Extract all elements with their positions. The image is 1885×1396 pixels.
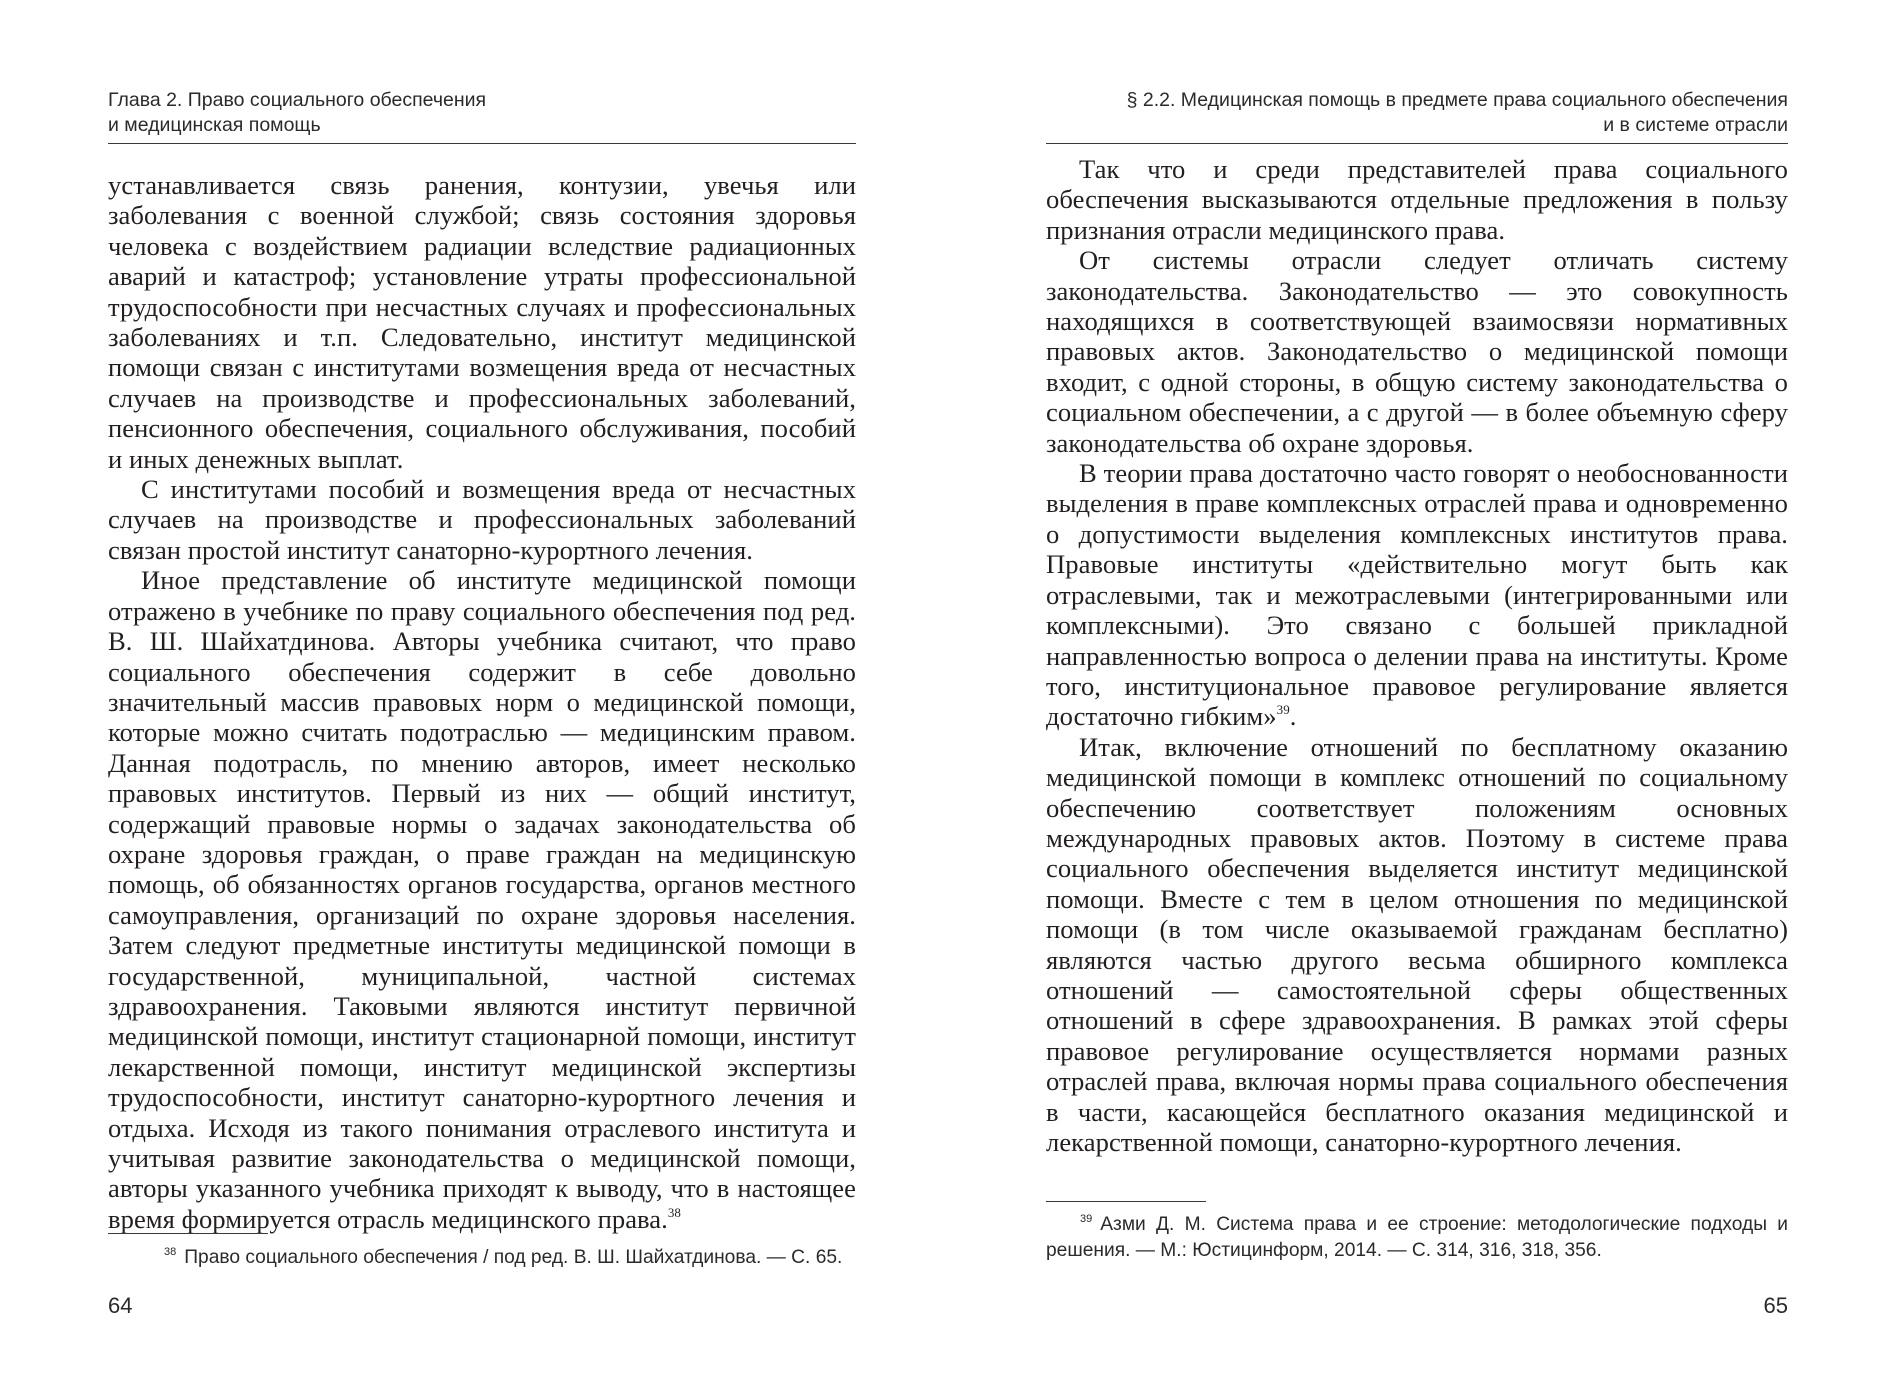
footnote: [1046, 1206, 1788, 1264]
paragraph: От системы отрасли следует отличать систему законодательства. Законодательство — это совокупность находящихся в соответствующей взаимосвязи нормативных правовых актов. Законодательство о медицинской помощи входит, с одной стороны, в общую систему законодательства о социальном обеспечении, а с другой — в более объемную сферу законодательства об охране здоровья.: [1046, 245, 1788, 458]
page-number: 64: [108, 1293, 133, 1318]
footnote-divider: [108, 1233, 268, 1234]
paragraph: [108, 565, 856, 1234]
paragraph: С институтами пособий и возмещения вреда от несчастных случаев на производстве и профессиональных заболеваний связан простой институт санаторно-курортного лечения.: [108, 474, 856, 565]
running-head-line-2: и в системе отрасли: [1603, 114, 1788, 136]
footnote-text: Азми Д. М. Система права и ее строение: методологические подходы и решения. — М.: Юстицинформ, 2014. — С. 314, 316, 318, 356.: [1046, 1214, 1788, 1261]
paragraph: Итак, включение отношений по бесплатному оказанию медицинской помощи в комплекс отношений по социальному обеспечению соответствует положениям основных международных правовых актов. Поэтому в системе права социального обеспечения выделяется институт медицинской помощи. Вместе с тем в целом отношения по медицинской помощи (в том числе оказываемой гражданам бесплатно) являются частью другого весьма обширного комплекса отношений — самостоятельной сферы общественных отношений в сфере здравоохранения. В рамках этой сферы правовое регулирование осуществляется нормами разных отраслей права, включая нормы права социального обеспечения в части, касающейся бесплатного оказания медицинской и лекарственной помощи, санаторно-курортного лечения.: [1046, 731, 1788, 1157]
paragraph: устанавливается связь ранения, контузии, увечья или заболевания с военной службой; связь состояния здоровья человека с воздействием радиации вследствие радиационных аварий и катастроф; установление утраты профессиональной трудоспособности при несчастных случаях и профессиональных заболеваниях и т.п. Следовательно, институт медицинской помощи связан с институтами возмещения вреда от несчастных случаев на производстве и профессиональных заболеваний, пенсионного обеспечения, социального обслуживания, пособий и иных денежных выплат.: [108, 170, 856, 474]
footnote: [108, 1239, 856, 1271]
running-head-line-2: и медицинская помощь: [108, 114, 321, 136]
running-head-line-1: § 2.2. Медицинская помощь в предмете права социального обеспечения: [1126, 89, 1788, 111]
paragraph-end-punct: .: [1289, 701, 1297, 732]
footnote-reference: 38: [667, 1204, 681, 1220]
running-head: [1046, 88, 1788, 144]
running-head-line-1: Глава 2. Право социального обеспечения: [108, 89, 487, 111]
page-number: 65: [1763, 1293, 1788, 1318]
paragraph: Так что и среди представителей права социального обеспечения высказываются отдельные предложения в пользу признания отрасли медицинского права.: [1046, 154, 1788, 245]
body-text: [108, 170, 856, 1234]
running-head: [108, 88, 856, 144]
footnote-divider: [1046, 1201, 1206, 1202]
paragraph-text: В теории права достаточно часто говорят о необоснованности выделения в праве комплексных отраслей права и одновременно о допустимости выделения комплексных институтов права. Правовые институты «действительно могут быть как отраслевыми, так и межотраслевыми (интегрированными или комплексными). Это связано с большей прикладной направленностью вопроса о делении права на институты. Кроме того, институциональное правовое регулирование является достаточно гибким»: [1046, 458, 1788, 732]
paragraph-text: Иное представление об институте медицинской помощи отражено в учебнике по праву социального обеспечения под ред. В. Ш. Шайхатдинова. Авторы учебника считают, что право социального обеспечения содержит в себе довольно значительный массив правовых норм о медицинской помощи, которые можно считать подотраслью — медицинским правом. Данная подотрасль, по мнению авторов, имеет несколько правовых институтов. Первый из них — общий институт, содержащий правовые нормы о задачах законодательства об охране здоровья граждан, о праве граждан на медицинскую помощь, об обязанностях органов государства, органов местного самоуправления, организаций по охране здоровья населения. Затем следуют предметные институты медицинской помощи в государственной, муниципальной, частной системах здравоохранения. Таковыми являются институт первичной медицинской помощи, институт стационарной помощи, институт лекарственной помощи, институт медицинской экспертизы трудоспособности, институт санаторно-курортного лечения и отдыха. Исходя из такого понимания отраслевого института и учитывая развитие законодательства о медицинской помощи, авторы указанного учебника приходят к выводу, что в настоящее время формируется отрасль медицинского права.: [108, 565, 856, 1234]
footnote-number: 39: [1080, 1213, 1093, 1225]
left-page: [108, 0, 856, 1396]
footnote-reference: 39: [1276, 702, 1290, 718]
footnote-text: Право социального обеспечения / под ред. В. Ш. Шайхатдинова. — С. 65.: [184, 1247, 843, 1268]
paragraph: [1046, 458, 1788, 732]
right-page: [1046, 0, 1788, 1396]
footnote-number: 38: [164, 1246, 177, 1258]
body-text: [1046, 154, 1788, 1157]
